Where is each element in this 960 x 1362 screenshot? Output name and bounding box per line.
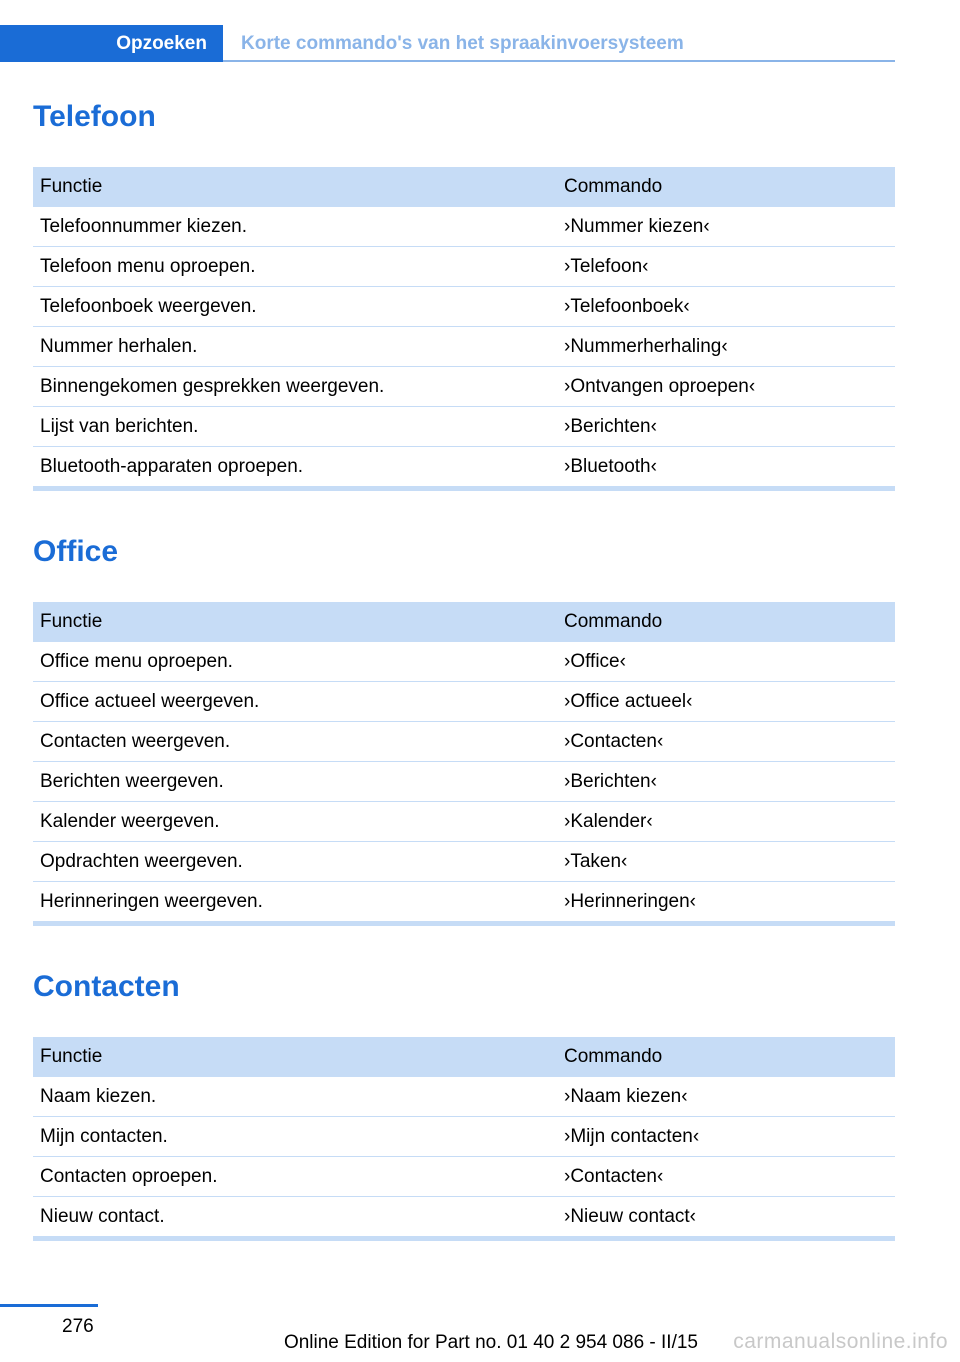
footer-rule: [0, 1304, 98, 1307]
command-cell: ›Taken‹: [557, 842, 895, 882]
command-cell: ›Nummerherhaling‹: [557, 327, 895, 367]
table-office: [33, 602, 895, 926]
command-cell: ›Bluetooth‹: [557, 447, 895, 489]
function-cell: Contacten oproepen.: [33, 1157, 557, 1197]
function-cell: Lijst van berichten.: [33, 407, 557, 447]
command-cell: ›Herinneringen‹: [557, 882, 895, 924]
command-cell: ›Telefoon‹: [557, 247, 895, 287]
function-cell: Office menu oproepen.: [33, 642, 557, 682]
command-cell: ›Berichten‹: [557, 762, 895, 802]
function-cell: Bluetooth-apparaten oproepen.: [33, 447, 557, 489]
function-cell: Nummer herhalen.: [33, 327, 557, 367]
table-telefoon: [33, 167, 895, 491]
function-cell: Herinneringen weergeven.: [33, 882, 557, 924]
function-cell: Kalender weergeven.: [33, 802, 557, 842]
function-cell: Nieuw contact.: [33, 1197, 557, 1239]
table-row: [33, 407, 895, 447]
function-cell: Mijn contacten.: [33, 1117, 557, 1157]
table-row: [33, 367, 895, 407]
function-cell: Binnengekomen gesprekken weergeven.: [33, 367, 557, 407]
function-cell: Opdrachten weergeven.: [33, 842, 557, 882]
function-cell: Contacten weergeven.: [33, 722, 557, 762]
table-header-row: [33, 167, 895, 207]
table-header-row: [33, 1037, 895, 1077]
page-header: [0, 25, 895, 62]
chapter-title[interactable]: Korte commando's van het spraakinvoersysteem: [241, 32, 684, 54]
function-cell: Berichten weergeven.: [33, 762, 557, 802]
section-title-office: Office: [33, 535, 119, 568]
command-cell: ›Office‹: [557, 642, 895, 682]
function-cell: Telefoon menu oproepen.: [33, 247, 557, 287]
command-cell: ›Office actueel‹: [557, 682, 895, 722]
table-row: [33, 1157, 895, 1197]
table-row: [33, 642, 895, 682]
function-cell: Telefoonnummer kiezen.: [33, 207, 557, 247]
table-row: [33, 722, 895, 762]
table-row: [33, 447, 895, 489]
command-cell: ›Contacten‹: [557, 722, 895, 762]
column-header-functie: Functie: [33, 167, 557, 207]
table-row: [33, 882, 895, 924]
header-rule: [223, 60, 895, 62]
command-cell: ›Nummer kiezen‹: [557, 207, 895, 247]
page-number: 276: [62, 1316, 94, 1337]
function-cell: Telefoonboek weergeven.: [33, 287, 557, 327]
table-header-row: [33, 602, 895, 642]
table-row: [33, 1197, 895, 1239]
section-title-contacten: Contacten: [33, 970, 180, 1003]
section-title-telefoon: Telefoon: [33, 100, 156, 133]
command-cell: ›Telefoonboek‹: [557, 287, 895, 327]
table-row: [33, 762, 895, 802]
command-cell: ›Nieuw contact‹: [557, 1197, 895, 1239]
table-contacten: [33, 1037, 895, 1241]
table-row: [33, 802, 895, 842]
column-header-commando: Commando: [557, 167, 895, 207]
section-tab[interactable]: Opzoeken: [0, 25, 223, 62]
table-row: [33, 247, 895, 287]
command-cell: ›Kalender‹: [557, 802, 895, 842]
column-header-commando: Commando: [557, 602, 895, 642]
command-cell: ›Contacten‹: [557, 1157, 895, 1197]
command-cell: ›Ontvangen oproepen‹: [557, 367, 895, 407]
table-row: [33, 1077, 895, 1117]
function-cell: Naam kiezen.: [33, 1077, 557, 1117]
column-header-functie: Functie: [33, 1037, 557, 1077]
watermark-text: carmanualsonline.info: [733, 1330, 948, 1353]
column-header-functie: Functie: [33, 602, 557, 642]
table-row: [33, 842, 895, 882]
command-cell: ›Berichten‹: [557, 407, 895, 447]
edition-text: Online Edition for Part no. 01 40 2 954 086 - II/15: [283, 1332, 698, 1353]
table-row: [33, 207, 895, 247]
command-cell: ›Naam kiezen‹: [557, 1077, 895, 1117]
table-row: [33, 682, 895, 722]
column-header-commando: Commando: [557, 1037, 895, 1077]
command-cell: ›Mijn contacten‹: [557, 1117, 895, 1157]
table-row: [33, 327, 895, 367]
table-row: [33, 1117, 895, 1157]
function-cell: Office actueel weergeven.: [33, 682, 557, 722]
table-row: [33, 287, 895, 327]
